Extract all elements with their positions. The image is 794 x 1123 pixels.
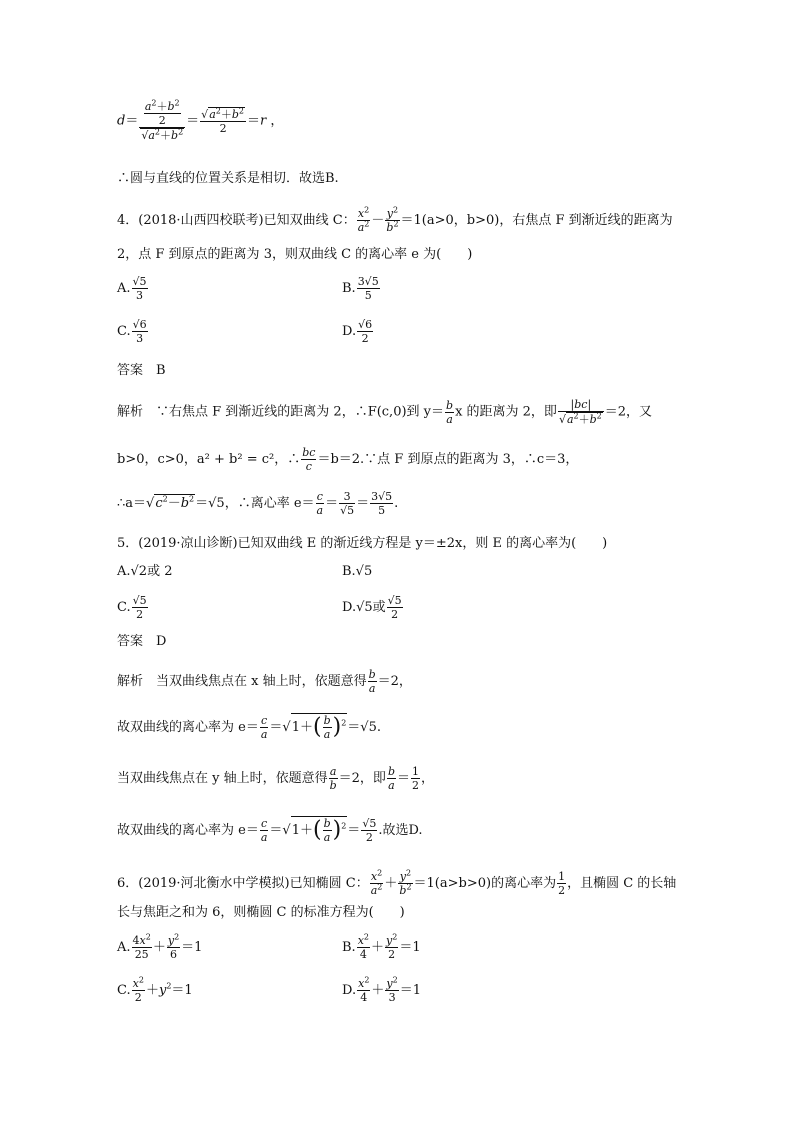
q5-option-a[interactable]: A.√2或 2 <box>117 564 173 579</box>
q4-option-b[interactable]: B. $\frac{3√5}{5}$ <box>342 275 379 302</box>
q4-answer: 答案 B <box>117 363 166 378</box>
q4-solution-line2: b>0，c>0，a² + b² = c²，∴ $\frac{bc}{c}$ ＝b＝2.∵点 F 到原点的距离为 3，∴c＝3， <box>117 446 579 473</box>
q6-option-c[interactable]: C. $\frac{x^2}{2}$ $+y^2=1$ <box>117 975 193 1004</box>
q5-stem: 5．(2019·凉山诊断)已知双曲线 E 的渐近线方程是 y＝±2x，则 E 的离心率为( ) <box>117 536 608 551</box>
q6-stem-line2: 长与焦距之和为 6，则椭圆 C 的标准方程为( ) <box>117 905 405 920</box>
q5-option-b[interactable]: B.√5 <box>342 564 373 579</box>
q5-option-d[interactable]: D.√5或 $\frac{√5}{2}$ <box>342 594 402 621</box>
q4-stem-line1: 4．(2018·山西四校联考)已知双曲线 C： $\frac{x^2}{a^2}$ － $\frac{y^2}{b^2}$ ＝1(a>0，b>0)，右焦点 F 到渐近线的距离为 <box>117 205 673 234</box>
q4-solution-line3: $\therefore a=√c^2-b^2=√5$，∴离心率 e＝ $\frac{c}{a}$ ＝ $\frac{3}{√5}$ ＝ $\frac{3√5}{5}$ . <box>117 490 399 517</box>
q5-solution-line4: 故双曲线的离心率为 e＝ $\frac{c}{a}$ ＝√1＋( $\frac{b}{a}$ )$^2$＝ $\frac{√5}{2}$ .故选D. <box>117 817 423 844</box>
q5-solution-line2: 故双曲线的离心率为 e＝ $\frac{c}{a}$ ＝√1＋( $\frac{b}{a}$ )$^2$＝√5. <box>117 714 381 741</box>
q5-solution-line1: 解析 当双曲线焦点在 x 轴上时，依题意得 $\frac{b}{a}$ ＝2， <box>117 668 412 695</box>
q5-solution-line3: 当双曲线焦点在 y 轴上时，依题意得 $\frac{a}{b}$ ＝2，即 $\frac{b}{a}$ ＝ $\frac{1}{2}$ ， <box>117 765 435 792</box>
q4-stem-line2: 2，点 F 到原点的距离为 3，则双曲线 C 的离心率 e 为( ) <box>117 247 473 262</box>
q4-option-d[interactable]: D. $\frac{√6}{2}$ <box>342 318 373 345</box>
q4-solution-line1: 解析 ∵右焦点 F 到渐近线的距离为 2，∴F(c,0)到 y＝ $\frac{b}{a}$ x 的距离为 2，即 $\frac{|bc|}{√a^2+b^2}$ ＝2，又 <box>117 398 653 426</box>
q6-option-b[interactable]: B. $\frac{x^2}{4}$ ＋ $\frac{y^2}{2}$ ＝1 <box>342 932 421 961</box>
distance-formula: d＝ $\frac{\frac{a^2+b^2}{2}}{√a^2+b^2}$ ＝ $\frac{√a^2+b^2}{2}$ ＝r ， <box>117 98 284 142</box>
q6-option-d[interactable]: D. $\frac{x^2}{4}$ ＋ $\frac{y^2}{3}$ ＝1 <box>342 975 422 1004</box>
q6-stem-line1: 6．(2019·河北衡水中学模拟)已知椭圆 C： $\frac{x^2}{a^2}$ ＋ $\frac{y^2}{b^2}$ ＝1(a>b>0)的离心率为 $\frac{1}{2}$ ，且椭圆 C 的长轴 <box>117 868 677 897</box>
q4-option-c[interactable]: C. $\frac{√6}{3}$ <box>117 318 147 345</box>
q5-answer: 答案 D <box>117 634 167 649</box>
q6-option-a[interactable]: A. $\frac{4x^2}{25}$ ＋ $\frac{y^2}{6}$ ＝1 <box>117 932 203 961</box>
q4-stem-text: 4．(2018·山西四校联考)已知双曲线 C： <box>117 213 356 228</box>
q4-stem-text-2: ＝1(a>0，b>0)，右焦点 F 到渐近线的距离为 <box>400 213 673 228</box>
previous-conclusion: ∴圆与直线的位置关系是相切．故选B. <box>117 171 339 186</box>
q4-option-a[interactable]: A. $\frac{√5}{3}$ <box>117 275 147 302</box>
q5-option-c[interactable]: C. $\frac{√5}{2}$ <box>117 594 147 621</box>
